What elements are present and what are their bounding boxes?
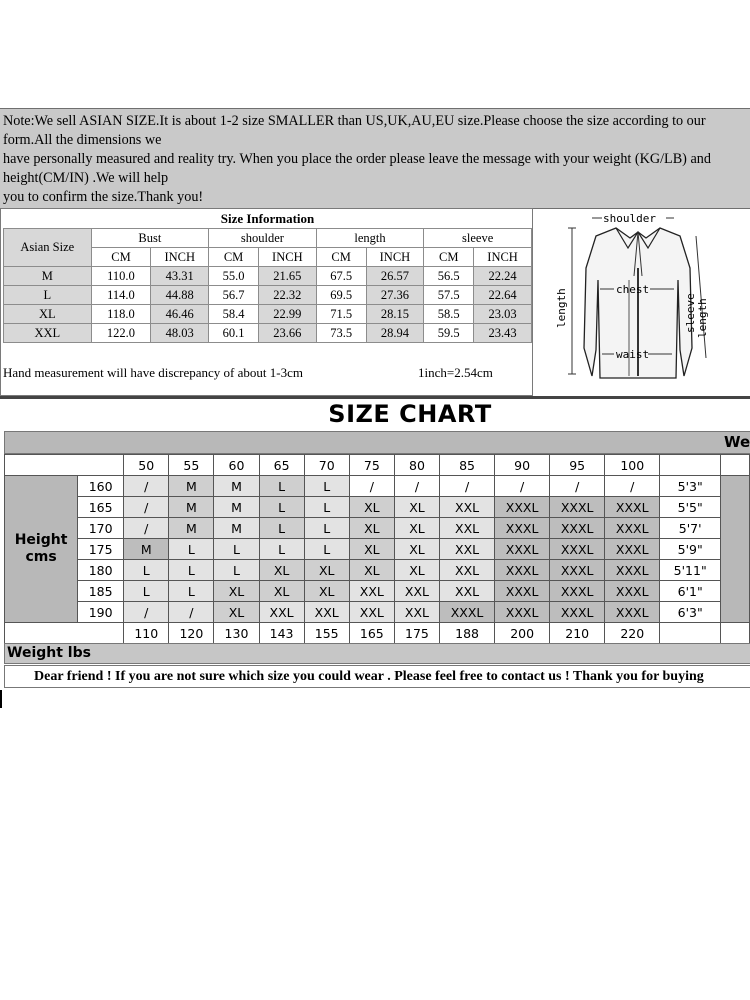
contact-message: Dear friend ! If you are not sure which size you could wear . Please feel free to contact us ! Thank you for buying bbox=[34, 669, 704, 684]
size-cell: / bbox=[124, 497, 169, 518]
size-note-text bbox=[3, 112, 750, 207]
cms-label: cms bbox=[25, 549, 57, 565]
size-cell: / bbox=[440, 476, 495, 497]
height-feet: 5'11" bbox=[660, 560, 721, 581]
size-cell: XL bbox=[349, 560, 394, 581]
size-cell: XXXL bbox=[550, 560, 605, 581]
size-cell: L bbox=[304, 497, 349, 518]
size-cell: / bbox=[394, 476, 439, 497]
height-cm: 170 bbox=[78, 518, 124, 539]
weight-kg-header: 65 bbox=[259, 455, 304, 476]
size-cell: XL bbox=[394, 560, 439, 581]
size-cell: XXXL bbox=[605, 497, 660, 518]
size-cell: XXL bbox=[349, 602, 394, 623]
height-feet: 6'3" bbox=[660, 602, 721, 623]
size-cell: XXL bbox=[440, 560, 495, 581]
weight-lbs-value: 165 bbox=[349, 623, 394, 644]
weight-lbs-value: 175 bbox=[394, 623, 439, 644]
size-cell: XL bbox=[349, 539, 394, 560]
weight-kg-row bbox=[5, 455, 750, 476]
size-cell: XL bbox=[349, 518, 394, 539]
size-cell: XXXL bbox=[550, 581, 605, 602]
size-cell: XL bbox=[394, 518, 439, 539]
size-cell: XXXL bbox=[495, 518, 550, 539]
size-row bbox=[4, 324, 532, 343]
size-cell: L bbox=[169, 560, 214, 581]
table-row bbox=[5, 518, 750, 539]
size-cell: XXXL bbox=[605, 581, 660, 602]
size-label: XL bbox=[4, 305, 92, 324]
size-cell: XXXL bbox=[605, 539, 660, 560]
size-cell: XL bbox=[394, 539, 439, 560]
asian-size-header: Asian Size bbox=[4, 229, 92, 267]
size-cell: XXL bbox=[394, 581, 439, 602]
height-cm: 175 bbox=[78, 539, 124, 560]
size-cell: XL bbox=[214, 581, 259, 602]
size-information-table bbox=[3, 210, 532, 343]
size-cell: XXL bbox=[440, 539, 495, 560]
size-cell: XL bbox=[394, 497, 439, 518]
measure-cell: 57.5 bbox=[424, 286, 474, 305]
height-feet: 5'3" bbox=[660, 476, 721, 497]
text-cursor bbox=[0, 690, 2, 708]
measure-cell: 60.1 bbox=[209, 324, 259, 343]
height-feet: 5'9" bbox=[660, 539, 721, 560]
section-divider bbox=[0, 396, 750, 399]
measure-cell: 48.03 bbox=[151, 324, 209, 343]
contact-footer bbox=[4, 665, 750, 688]
table-row bbox=[5, 476, 750, 497]
height-weight-size-table bbox=[4, 454, 750, 644]
size-cell: XL bbox=[349, 497, 394, 518]
unit-header: INCH bbox=[258, 248, 316, 267]
measure-cell: 58.5 bbox=[424, 305, 474, 324]
shoulder-label: shoulder bbox=[603, 212, 656, 225]
corner-cell bbox=[5, 455, 124, 476]
size-info-title: Size Information bbox=[4, 210, 532, 229]
height-cm: 160 bbox=[78, 476, 124, 497]
size-cell: XXXL bbox=[550, 518, 605, 539]
size-cell: L bbox=[259, 497, 304, 518]
group-header-length: length bbox=[316, 229, 424, 248]
size-cell: XXL bbox=[394, 602, 439, 623]
table-row bbox=[5, 539, 750, 560]
measure-cell: 114.0 bbox=[91, 286, 151, 305]
measure-cell: 44.88 bbox=[151, 286, 209, 305]
size-label: L bbox=[4, 286, 92, 305]
unit-header: INCH bbox=[474, 248, 532, 267]
chest-label: chest bbox=[616, 283, 650, 296]
size-cell: XXXL bbox=[550, 539, 605, 560]
weight-kg-header: 55 bbox=[169, 455, 214, 476]
weight-kg-header: 85 bbox=[440, 455, 495, 476]
measure-cell: 67.5 bbox=[316, 267, 366, 286]
size-cell: M bbox=[124, 539, 169, 560]
weight-lbs-value: 110 bbox=[124, 623, 169, 644]
note-line: have personally measured and reality try. When you place the order please leave the message with your weight (KG/LB) and bbox=[3, 151, 711, 168]
size-cell: XXL bbox=[304, 602, 349, 623]
shirt-measurement-diagram bbox=[534, 208, 750, 396]
height-cm: 185 bbox=[78, 581, 124, 602]
measure-cell: 56.7 bbox=[209, 286, 259, 305]
size-cell: XL bbox=[304, 560, 349, 581]
size-cell: / bbox=[124, 602, 169, 623]
weight-lbs-label: Weight lbs bbox=[7, 645, 91, 661]
measure-cell: 122.0 bbox=[91, 324, 151, 343]
weight-lbs-band bbox=[4, 643, 750, 664]
size-cell: M bbox=[169, 518, 214, 539]
height-feet: 5'5" bbox=[660, 497, 721, 518]
feet-footer-blank bbox=[660, 623, 721, 644]
measure-cell: 22.64 bbox=[474, 286, 532, 305]
size-cell: / bbox=[349, 476, 394, 497]
length-label: length bbox=[555, 288, 568, 328]
height-cm: 165 bbox=[78, 497, 124, 518]
note-line: height(CM/IN) .We will help bbox=[3, 170, 169, 187]
group-header-sleeve: sleeve bbox=[424, 229, 532, 248]
size-cell: XXXL bbox=[495, 581, 550, 602]
size-cell: XL bbox=[259, 581, 304, 602]
measure-cell: 71.5 bbox=[316, 305, 366, 324]
measure-cell: 59.5 bbox=[424, 324, 474, 343]
measure-cell: 73.5 bbox=[316, 324, 366, 343]
note-line: form.All the dimensions we bbox=[3, 132, 162, 149]
size-cell: / bbox=[124, 518, 169, 539]
size-cell: XXL bbox=[440, 581, 495, 602]
size-cell: XL bbox=[304, 581, 349, 602]
size-cell: M bbox=[214, 476, 259, 497]
measure-cell: 23.43 bbox=[474, 324, 532, 343]
size-cell: / bbox=[605, 476, 660, 497]
size-cell: L bbox=[304, 476, 349, 497]
measure-cell: 58.4 bbox=[209, 305, 259, 324]
note-line: Note:We sell ASIAN SIZE.It is about 1-2 size SMALLER than US,UK,AU,EU size.Please choose the size according to our bbox=[3, 113, 706, 129]
weight-header-band bbox=[4, 431, 750, 454]
corner-cell bbox=[5, 623, 124, 644]
group-header-bust: Bust bbox=[91, 229, 209, 248]
size-cell: XXXL bbox=[440, 602, 495, 623]
group-header-shoulder: shoulder bbox=[209, 229, 317, 248]
size-cell: M bbox=[214, 518, 259, 539]
size-cell: L bbox=[304, 518, 349, 539]
size-chart-title: SIZE CHART bbox=[328, 400, 492, 428]
weight-kg-header: 95 bbox=[550, 455, 605, 476]
size-cell: XXXL bbox=[550, 497, 605, 518]
size-cell: XXXL bbox=[605, 518, 660, 539]
size-cell: XXL bbox=[440, 518, 495, 539]
weight-kg-header: 75 bbox=[349, 455, 394, 476]
height-feet: 6'1" bbox=[660, 581, 721, 602]
table-row bbox=[5, 560, 750, 581]
right-blank bbox=[721, 455, 750, 476]
size-cell: XL bbox=[214, 602, 259, 623]
size-note-panel bbox=[0, 108, 750, 209]
measure-cell: 22.99 bbox=[258, 305, 316, 324]
size-cell: M bbox=[169, 476, 214, 497]
measure-cell: 110.0 bbox=[91, 267, 151, 286]
height-label: Height bbox=[14, 532, 68, 548]
size-row bbox=[4, 305, 532, 324]
height-cm: 180 bbox=[78, 560, 124, 581]
waist-label: waist bbox=[616, 348, 650, 361]
size-cell: L bbox=[124, 560, 169, 581]
measure-cell: 55.0 bbox=[209, 267, 259, 286]
table-row bbox=[5, 497, 750, 518]
right-blank bbox=[721, 623, 750, 644]
unit-header: INCH bbox=[151, 248, 209, 267]
weight-lbs-value: 220 bbox=[605, 623, 660, 644]
weight-kg-header: 80 bbox=[394, 455, 439, 476]
size-cell: L bbox=[259, 476, 304, 497]
measure-cell: 46.46 bbox=[151, 305, 209, 324]
size-row bbox=[4, 286, 532, 305]
size-row bbox=[4, 267, 532, 286]
measure-cell: 27.36 bbox=[366, 286, 424, 305]
size-cell: XXXL bbox=[495, 560, 550, 581]
size-cell: M bbox=[214, 497, 259, 518]
size-cell: XXL bbox=[349, 581, 394, 602]
unit-header: CM bbox=[316, 248, 366, 267]
size-cell: XXL bbox=[440, 497, 495, 518]
size-cell: XL bbox=[259, 560, 304, 581]
size-cell: XXXL bbox=[605, 602, 660, 623]
weight-lbs-row bbox=[5, 623, 750, 644]
measure-cell: 26.57 bbox=[366, 267, 424, 286]
weight-kg-header: 60 bbox=[214, 455, 259, 476]
shirt-illustration bbox=[534, 208, 750, 396]
measure-cell: 43.31 bbox=[151, 267, 209, 286]
measure-cell: 28.15 bbox=[366, 305, 424, 324]
size-cell: XXXL bbox=[605, 560, 660, 581]
weight-lbs-value: 143 bbox=[259, 623, 304, 644]
size-cell: XXXL bbox=[495, 539, 550, 560]
measure-cell: 28.94 bbox=[366, 324, 424, 343]
unit-header: CM bbox=[209, 248, 259, 267]
hand-measurement-note: Hand measurement will have discrepancy of about 1-3cm bbox=[3, 365, 303, 380]
sleeve-length-label: length bbox=[696, 298, 709, 338]
note-line: you to confirm the size.Thank you! bbox=[3, 189, 204, 206]
size-cell: / bbox=[124, 476, 169, 497]
weight-kg-header: 50 bbox=[124, 455, 169, 476]
size-cell: / bbox=[495, 476, 550, 497]
inch-conversion-note: 1inch=2.54cm bbox=[418, 365, 493, 380]
size-label: M bbox=[4, 267, 92, 286]
table-row bbox=[5, 602, 750, 623]
weight-kg-header: 100 bbox=[605, 455, 660, 476]
sleeve-label: sleeve bbox=[684, 293, 697, 333]
measure-cell: 69.5 bbox=[316, 286, 366, 305]
measure-cell: 22.32 bbox=[258, 286, 316, 305]
size-cell: L bbox=[169, 539, 214, 560]
size-cell: XXXL bbox=[495, 602, 550, 623]
size-label: XXL bbox=[4, 324, 92, 343]
unit-header: INCH bbox=[366, 248, 424, 267]
measure-cell: 23.66 bbox=[258, 324, 316, 343]
measure-cell: 118.0 bbox=[91, 305, 151, 324]
table-row bbox=[5, 581, 750, 602]
weight-kg-header: 70 bbox=[304, 455, 349, 476]
weight-header-label: We bbox=[724, 433, 750, 451]
size-cell: XXXL bbox=[550, 602, 605, 623]
measure-cell: 21.65 bbox=[258, 267, 316, 286]
size-cell: XXL bbox=[259, 602, 304, 623]
size-cell: M bbox=[169, 497, 214, 518]
weight-lbs-value: 200 bbox=[495, 623, 550, 644]
size-cell: L bbox=[259, 539, 304, 560]
right-side-band bbox=[721, 476, 750, 623]
unit-header: CM bbox=[424, 248, 474, 267]
height-cm: 190 bbox=[78, 602, 124, 623]
measure-cell: 22.24 bbox=[474, 267, 532, 286]
size-cell: XXXL bbox=[495, 497, 550, 518]
size-cell: L bbox=[259, 518, 304, 539]
size-cell: L bbox=[214, 539, 259, 560]
weight-kg-header: 90 bbox=[495, 455, 550, 476]
weight-lbs-value: 120 bbox=[169, 623, 214, 644]
height-feet: 5'7' bbox=[660, 518, 721, 539]
size-cell: L bbox=[304, 539, 349, 560]
size-cell: / bbox=[169, 602, 214, 623]
height-cms-label bbox=[5, 476, 78, 623]
size-cell: L bbox=[214, 560, 259, 581]
weight-lbs-value: 155 bbox=[304, 623, 349, 644]
size-cell: L bbox=[124, 581, 169, 602]
weight-lbs-value: 130 bbox=[214, 623, 259, 644]
measure-cell: 23.03 bbox=[474, 305, 532, 324]
weight-lbs-value: 188 bbox=[440, 623, 495, 644]
measure-cell: 56.5 bbox=[424, 267, 474, 286]
size-cell: L bbox=[169, 581, 214, 602]
feet-header-blank bbox=[660, 455, 721, 476]
weight-lbs-value: 210 bbox=[550, 623, 605, 644]
unit-header: CM bbox=[91, 248, 151, 267]
size-cell: / bbox=[550, 476, 605, 497]
